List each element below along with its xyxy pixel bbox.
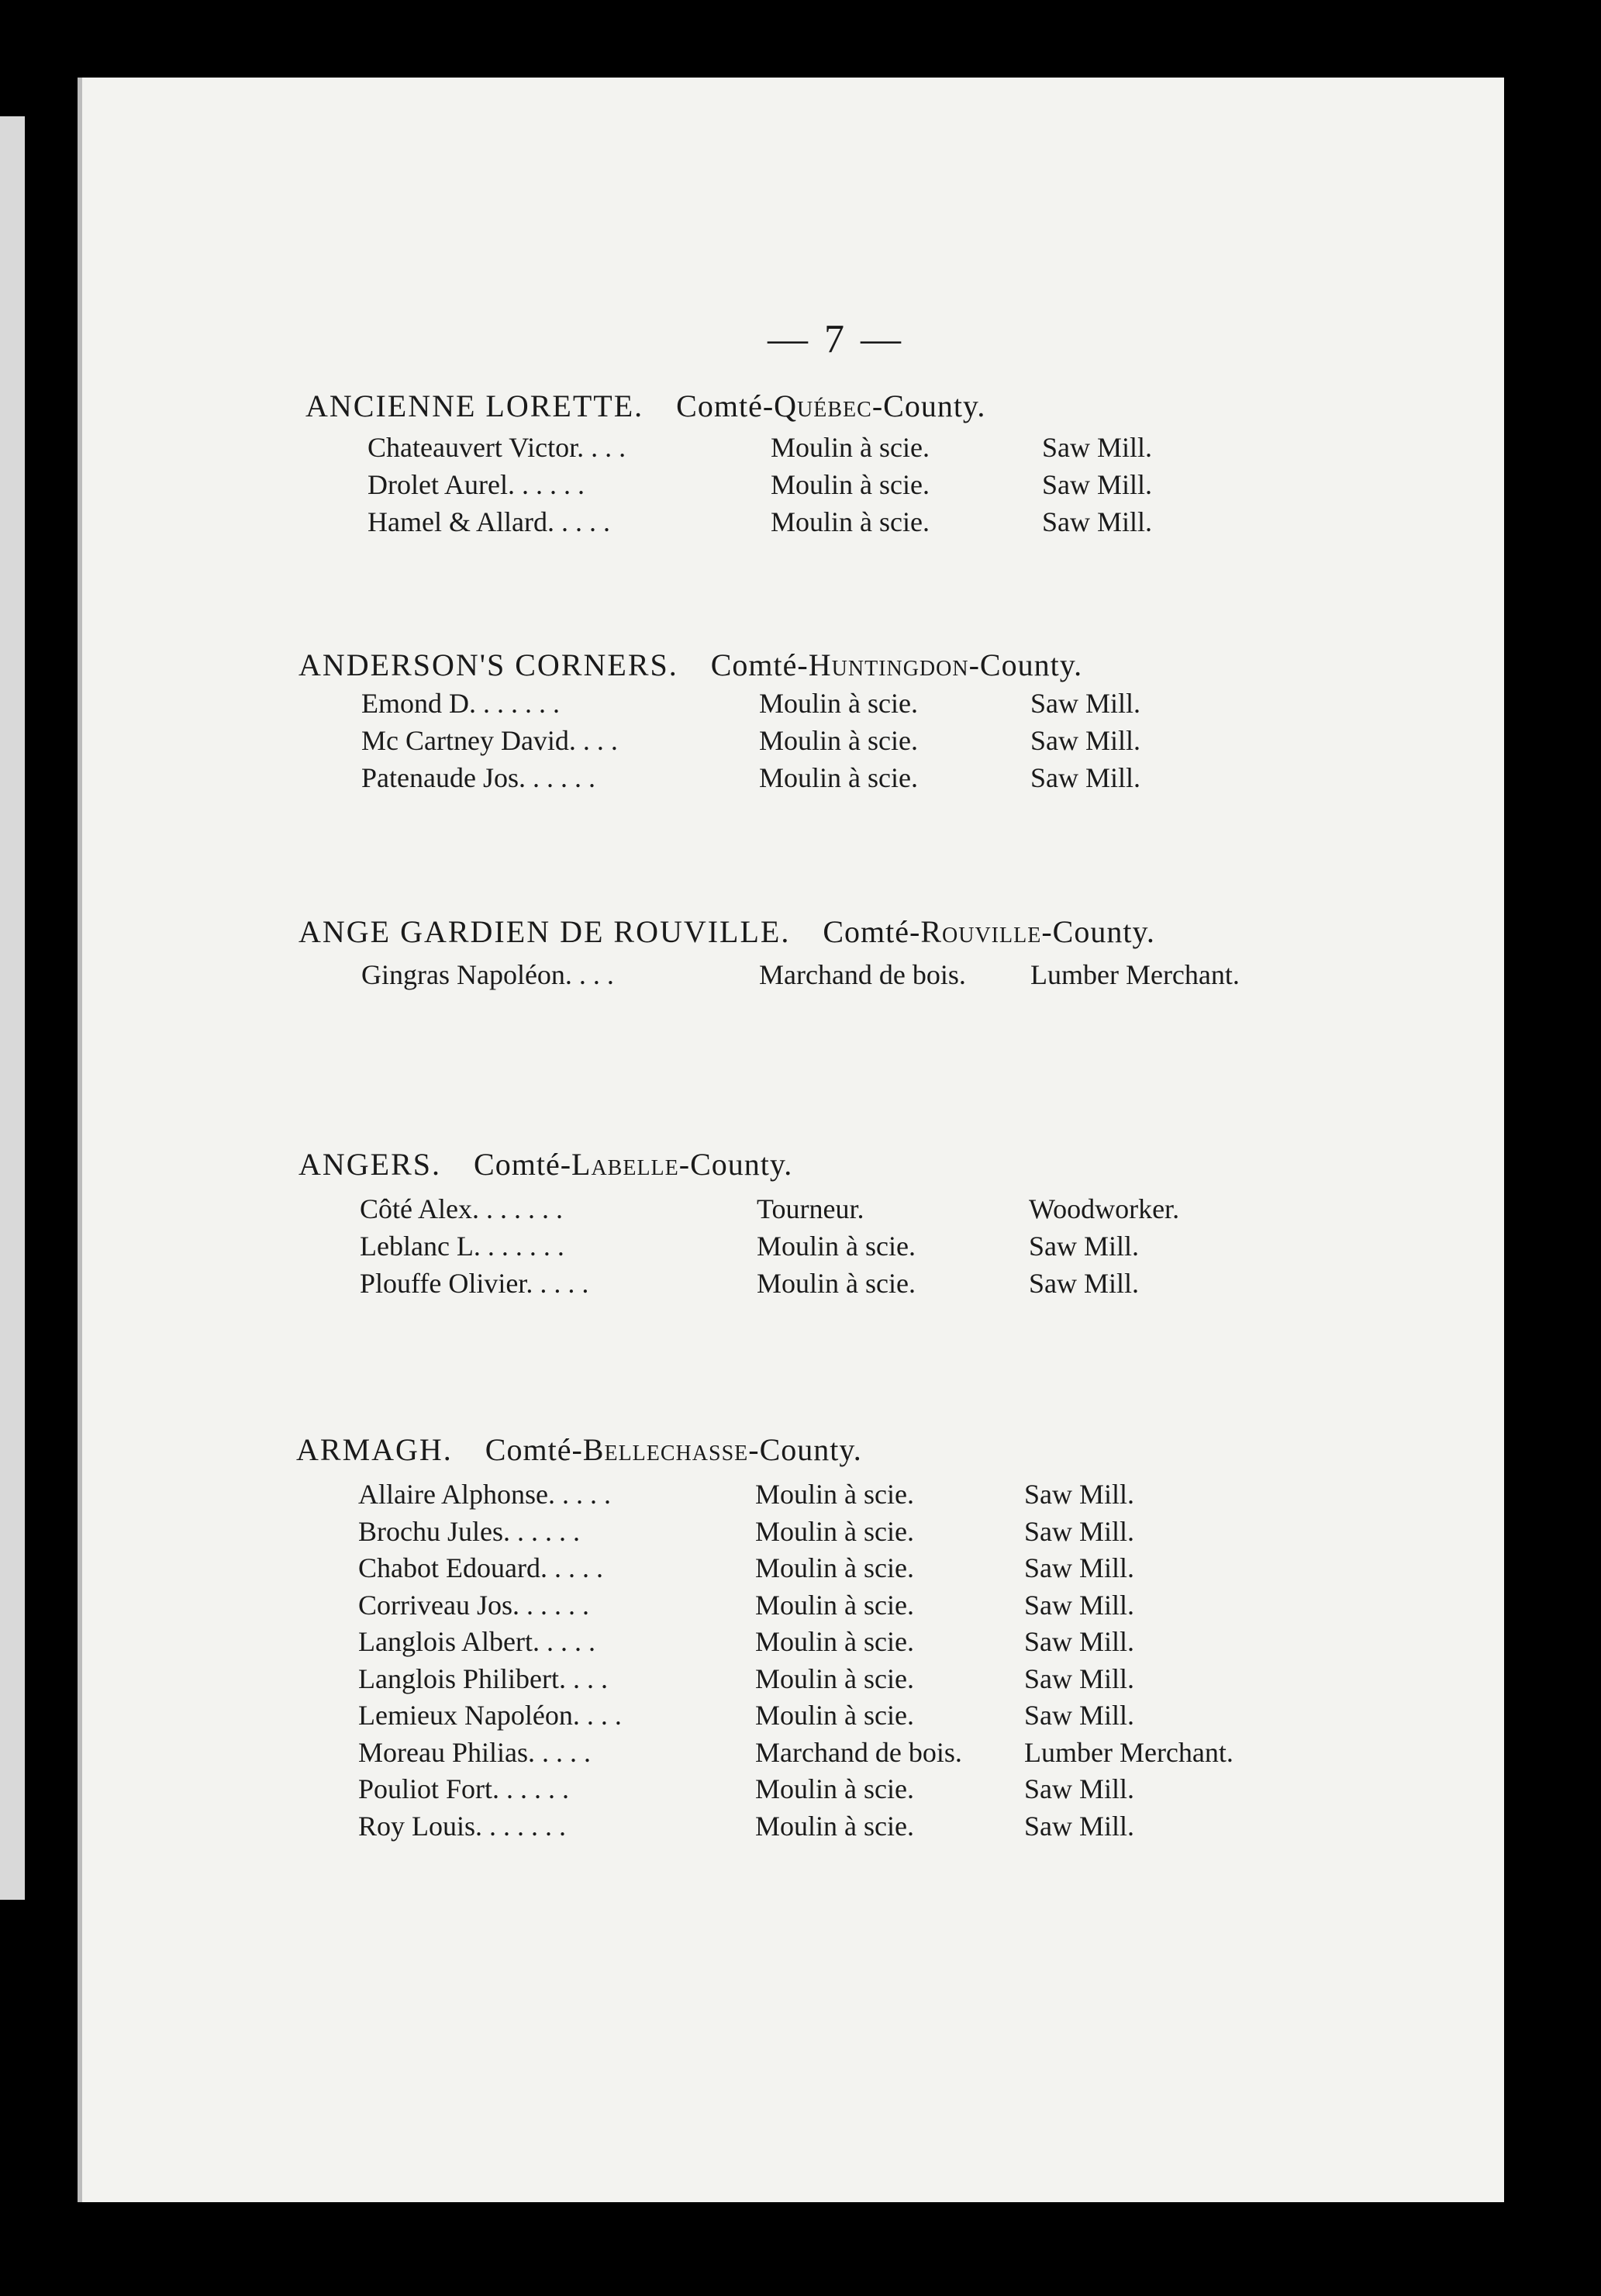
entry-name: Langlois Albert. . . . . xyxy=(358,1626,595,1657)
entry-name: Emond D. . . . . . . xyxy=(361,688,560,719)
entry-name: Chateauvert Victor. . . . xyxy=(367,432,626,463)
list-item xyxy=(361,761,1292,797)
entry-occupation-french: Moulin à scie. xyxy=(755,1700,914,1731)
entry-occupation-french: Moulin à scie. xyxy=(759,688,918,719)
section-heading xyxy=(296,1431,862,1468)
entry-occupation-french: Moulin à scie. xyxy=(755,1662,914,1694)
entry-occupation-english: Saw Mill. xyxy=(1024,1515,1135,1547)
county-prefix: Comté- xyxy=(710,647,809,682)
place-name: ANDERSON'S CORNERS. xyxy=(298,647,678,682)
county-prefix: Comté- xyxy=(474,1147,572,1182)
county-suffix: -County. xyxy=(1041,914,1155,949)
list-item xyxy=(358,1810,1289,1845)
county-small-caps: Bellechasse xyxy=(582,1432,749,1467)
list-item xyxy=(360,1267,1290,1303)
entry-occupation-english: Saw Mill. xyxy=(1042,432,1153,463)
entry-occupation-french: Moulin à scie. xyxy=(755,1589,914,1621)
scan-edge xyxy=(0,116,25,1900)
entry-occupation-english: Saw Mill. xyxy=(1024,1552,1135,1583)
entry-name: Allaire Alphonse. . . . . xyxy=(358,1479,611,1510)
county-suffix: -County. xyxy=(871,388,986,423)
entry-name: Leblanc L. . . . . . . xyxy=(360,1231,564,1262)
entry-occupation-french: Moulin à scie. xyxy=(755,1515,914,1547)
entry-occupation-french: Moulin à scie. xyxy=(755,1479,914,1510)
entry-name: Pouliot Fort. . . . . . xyxy=(358,1773,570,1804)
county-small-caps: Labelle xyxy=(571,1147,679,1182)
entry-occupation-french: Moulin à scie. xyxy=(757,1268,916,1299)
section-heading xyxy=(298,913,1155,950)
entry-name: Gingras Napoléon. . . . xyxy=(361,959,614,990)
entry-occupation-french: Moulin à scie. xyxy=(757,1231,916,1262)
county-suffix: -County. xyxy=(678,1147,793,1182)
entry-name: Hamel & Allard. . . . . xyxy=(367,506,610,537)
document-page xyxy=(78,78,1504,2202)
entry-occupation-french: Moulin à scie. xyxy=(755,1552,914,1583)
county-suffix: -County. xyxy=(748,1432,862,1467)
list-item xyxy=(358,1589,1289,1624)
entry-occupation-english: Saw Mill. xyxy=(1024,1810,1135,1842)
entry-occupation-english: Saw Mill. xyxy=(1030,762,1141,793)
entry-name: Lemieux Napoléon. . . . xyxy=(358,1700,622,1731)
entry-name: Mc Cartney David. . . . xyxy=(361,725,618,756)
entry-name: Moreau Philias. . . . . xyxy=(358,1736,591,1768)
county-small-caps: Québec xyxy=(774,388,872,423)
list-item xyxy=(361,687,1292,723)
list-item xyxy=(358,1699,1289,1735)
list-item xyxy=(361,724,1292,760)
list-item xyxy=(358,1625,1289,1661)
entry-occupation-french: Marchand de bois. xyxy=(759,959,966,990)
entry-occupation-french: Moulin à scie. xyxy=(759,762,918,793)
place-name: ANGE GARDIEN DE ROUVILLE. xyxy=(298,914,791,949)
section-heading xyxy=(298,1146,792,1183)
list-item xyxy=(361,958,1292,994)
list-item xyxy=(360,1230,1290,1265)
list-item xyxy=(358,1662,1289,1698)
entry-name: Brochu Jules. . . . . . xyxy=(358,1515,580,1547)
entry-occupation-french: Tourneur. xyxy=(757,1193,864,1224)
list-item xyxy=(367,468,1298,504)
entry-occupation-english: Saw Mill. xyxy=(1030,725,1141,756)
list-item xyxy=(360,1193,1290,1228)
list-item xyxy=(367,431,1298,467)
county-name xyxy=(711,647,1082,682)
entry-occupation-english: Saw Mill. xyxy=(1029,1231,1140,1262)
entry-occupation-english: Saw Mill. xyxy=(1024,1662,1135,1694)
page-number: — 7 — xyxy=(768,317,904,361)
place-name: ANCIENNE LORETTE. xyxy=(305,388,644,423)
entry-name: Roy Louis. . . . . . . xyxy=(358,1810,567,1842)
entry-name: Chabot Edouard. . . . . xyxy=(358,1552,603,1583)
county-small-caps: Huntingdon xyxy=(808,647,969,682)
county-suffix: -County. xyxy=(968,647,1083,682)
entry-occupation-french: Moulin à scie. xyxy=(771,506,930,537)
entry-name: Corriveau Jos. . . . . . xyxy=(358,1589,589,1621)
entry-occupation-english: Saw Mill. xyxy=(1029,1268,1140,1299)
entry-name: Côté Alex. . . . . . . xyxy=(360,1193,563,1224)
entry-occupation-french: Moulin à scie. xyxy=(759,725,918,756)
county-name xyxy=(474,1147,792,1182)
county-name xyxy=(676,388,985,423)
entry-occupation-english: Saw Mill. xyxy=(1024,1626,1135,1657)
entry-occupation-french: Moulin à scie. xyxy=(771,469,930,500)
entry-occupation-english: Saw Mill. xyxy=(1024,1479,1135,1510)
list-item xyxy=(358,1736,1289,1772)
entry-name: Patenaude Jos. . . . . . xyxy=(361,762,595,793)
county-name xyxy=(823,914,1154,949)
entry-occupation-english: Saw Mill. xyxy=(1024,1700,1135,1731)
county-name xyxy=(485,1432,862,1467)
entry-occupation-english: Saw Mill. xyxy=(1030,688,1141,719)
entry-name: Plouffe Olivier. . . . . xyxy=(360,1268,589,1299)
entry-occupation-french: Moulin à scie. xyxy=(771,432,930,463)
entry-occupation-english: Saw Mill. xyxy=(1042,469,1153,500)
entry-occupation-english: Saw Mill. xyxy=(1024,1773,1135,1804)
entry-name: Drolet Aurel. . . . . . xyxy=(367,469,585,500)
place-name: ARMAGH. xyxy=(296,1432,453,1467)
section-heading xyxy=(305,388,985,424)
entry-name: Langlois Philibert. . . . xyxy=(358,1662,608,1694)
county-small-caps: Rouville xyxy=(920,914,1042,949)
list-item xyxy=(358,1515,1289,1551)
list-item xyxy=(367,506,1298,541)
county-prefix: Comté- xyxy=(823,914,921,949)
entry-occupation-english: Lumber Merchant. xyxy=(1024,1736,1234,1768)
section-heading xyxy=(298,647,1082,683)
list-item xyxy=(358,1552,1289,1587)
entry-occupation-french: Moulin à scie. xyxy=(755,1810,914,1842)
county-prefix: Comté- xyxy=(676,388,775,423)
entry-occupation-french: Marchand de bois. xyxy=(755,1736,962,1768)
place-name: ANGERS. xyxy=(298,1147,442,1182)
list-item xyxy=(358,1478,1289,1514)
entry-occupation-english: Lumber Merchant. xyxy=(1030,959,1240,990)
entry-occupation-french: Moulin à scie. xyxy=(755,1773,914,1804)
entry-occupation-english: Saw Mill. xyxy=(1024,1589,1135,1621)
county-prefix: Comté- xyxy=(485,1432,583,1467)
entry-occupation-french: Moulin à scie. xyxy=(755,1626,914,1657)
entry-occupation-english: Woodworker. xyxy=(1029,1193,1180,1224)
entry-occupation-english: Saw Mill. xyxy=(1042,506,1153,537)
list-item xyxy=(358,1773,1289,1808)
